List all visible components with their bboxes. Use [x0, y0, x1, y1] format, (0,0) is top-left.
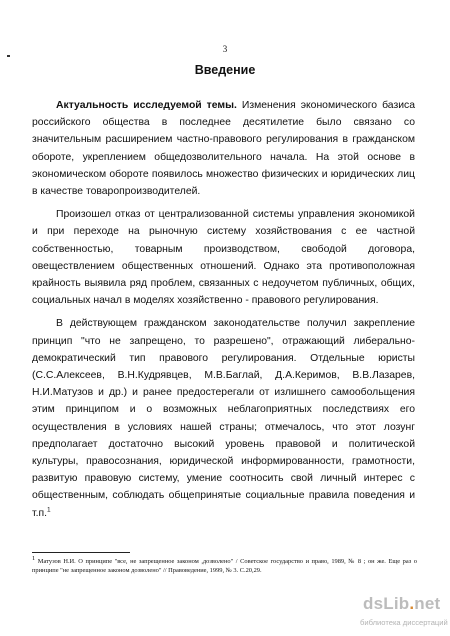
paragraph-text: Изменения экономического базиса российского общества в последнее десятилетие было связано со значительным расширением частно-правового регулирования в гражданском обороте, укреплением общедозволительного начала. На этой основе в экономическом обороте появилось множество физических и юридических лиц в качестве товаропроизводителей. [32, 100, 415, 198]
footnote-reference: 1 [47, 506, 51, 514]
paragraph-lead: Актуальность исследуемой темы. [56, 100, 237, 111]
dslib-watermark [356, 594, 450, 636]
footnote [32, 554, 417, 575]
watermark-caption: библиотека диссертаций [360, 618, 448, 627]
paragraph-relevance [32, 97, 415, 200]
watermark-logo: dsLib.net [363, 594, 441, 613]
scan-edge-mark [7, 55, 10, 57]
page-number: 3 [222, 44, 228, 54]
paragraph-principle [32, 315, 415, 521]
paragraph-transition: Произошел отказ от централизованной системы управления экономикой и при переходе на рыночную систему хозяйствования с ее частной собственностью, товарным производством, свободой договора, овеществлением общественных отношений. Однако эта противоположная крайность выявила ряд проблем, связанных с недоучетом публичных, общих, социальных начал в моделях хозяйственно - правового регулирования. [32, 209, 415, 307]
paragraph-text: В действующем гражданском законодательстве получил закрепление принцип "что не запрещено, то разрешено", отражающий либерально-демократический тип правового регулирования. Отдельные юристы (С.С.Алексеев, В.Н.Кудрявцев, М.В.Баглай, Д.А.Керимов, В.В.Лазарев, Н.И.Матузов и др.) и ранее предостерегали от излишнего самообольщения этим принципом и о возможных неблагоприятных последствиях его осуществления в условиях нашей страны; отмечалось, что этот лозунг предполагает достаточно высокий уровень правовой и политической культуры, правосознания, юридической информированности, грамотности, развитую правовую систему, умение соотносить свой личный интерес с общественным, соблюдать общепринятые социальные правила поведения и т.п. [32, 318, 415, 519]
footnote-text: Матузов Н.И. О принципе "все, не запрещенное законом ,дозволено" / Советское государство и право, 1989, № 8 ; он же. Еще раз о принципе "не запрещенное законом дозволено" // Правоведение, 1999, № 3. С.20,29. [32, 558, 417, 574]
section-title: Введение [194, 63, 256, 77]
body-text [32, 97, 415, 522]
footnote-divider [32, 552, 130, 553]
footnote-marker: 1 [32, 554, 36, 562]
